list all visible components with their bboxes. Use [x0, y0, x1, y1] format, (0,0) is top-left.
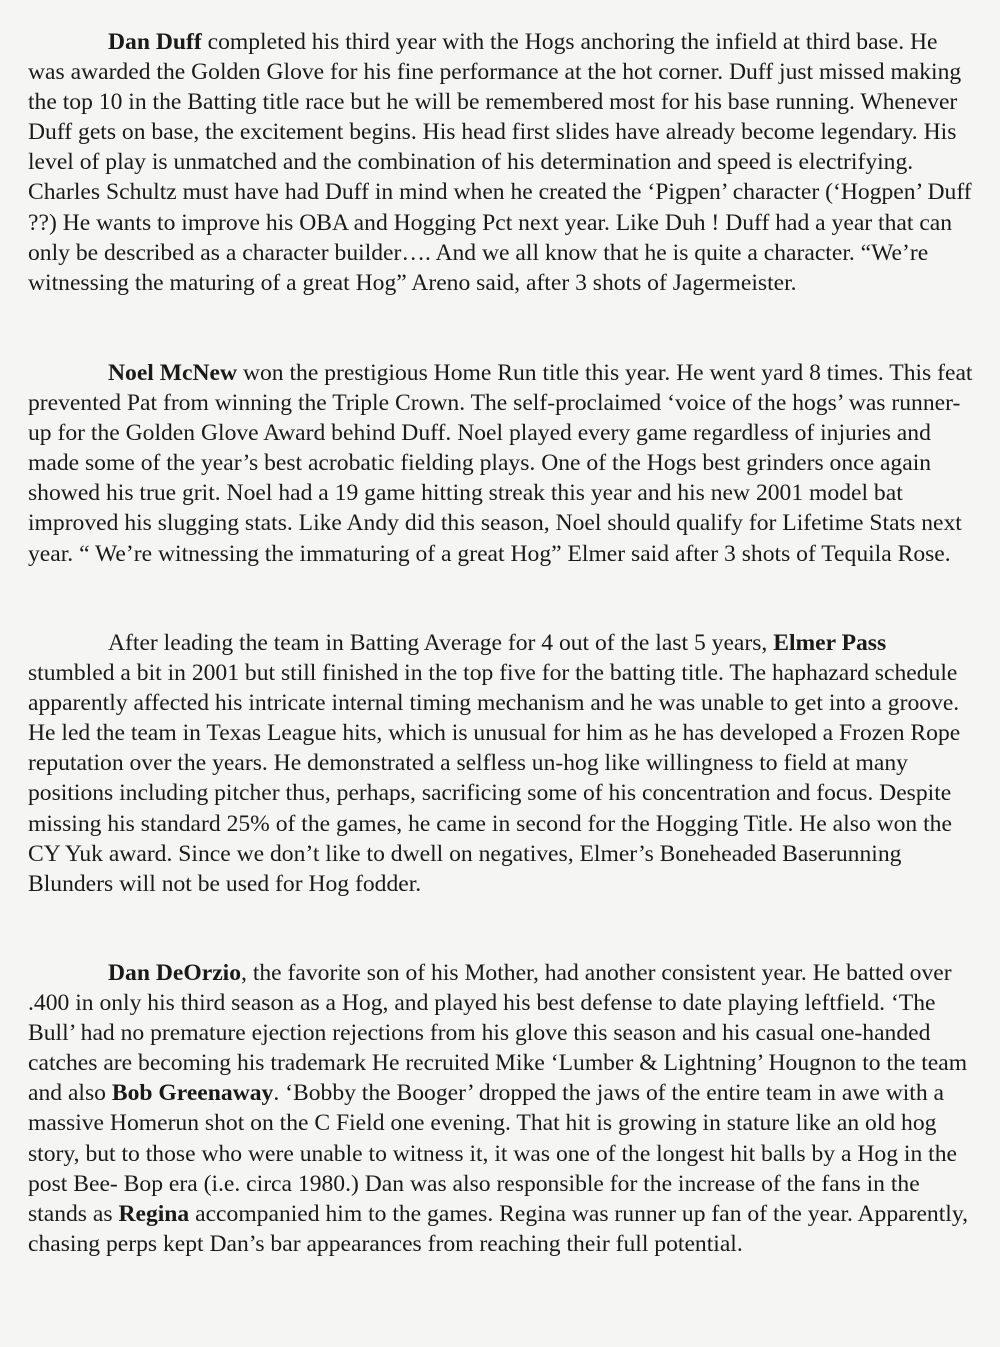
paragraph-dan-deorzio [28, 958, 978, 1259]
player-name: Bob Greenaway [111, 1080, 274, 1107]
paragraph-noel-mcnew [28, 358, 978, 569]
player-name: Dan DeOrzio [108, 960, 242, 986]
paragraph-text: stumbled a bit in 2001 but still finished in the top five for the batting title. The haphazard schedule apparently affected his intricate internal timing mechanism and he was unable to get into a groove. He led the team in Texas League hits, which is unusual for him as he has developed a Frozen Rope reputation over the years. He demonstrated a selfless un-hog like willingness to field at many positions including pitcher thus, perhaps, sacrificing some of his concentration and focus. Despite missing his standard 25% of the games, he came in second for the Hogging Title. He also won the CY Yuk award. Since we don’t like to dwell on negatives, Elmer’s Boneheaded Baserunning Blunders will not be used for Hog fodder. [28, 660, 961, 897]
player-name: Elmer Pass [773, 630, 887, 656]
paragraph-text: accompanied him to the games. Regina was runner up fan of the year. Apparently, chasing perps kept Dan’s bar appearances from reaching their full potential. [28, 1200, 968, 1257]
paragraph-text: After leading the team in Batting Average for 4 out of the last 5 years, [108, 630, 774, 656]
paragraph-elmer-pass [28, 628, 978, 899]
fan-name: Regina [118, 1200, 190, 1227]
player-name: Dan Duff [108, 29, 202, 55]
paragraph-dan-duff [28, 27, 978, 298]
player-name: Noel McNew [108, 360, 238, 386]
paragraph-text: won the prestigious Home Run title this year. He went yard 8 times. This feat prevented Pat from winning the Triple Crown. The self-proclaimed ‘voice of the hogs’ was runner-up for the Golden Glove Award behind Duff. Noel played every game regardless of injuries and made some of the year’s best acrobatic fielding plays. One of the Hogs best grinders once again showed his true grit. Noel had a 19 game hitting streak this year and his new 2001 model bat improved his slugging stats. Like Andy did this season, Noel should qualify for Lifetime Stats next year. “ We’re witnessing the immaturing of a great Hog” Elmer said after 3 shots of Tequila Rose. [28, 360, 973, 567]
paragraph-text: . ‘Bobby the Booger’ dropped the jaws of the entire team in awe with a massive Homerun shot on the C Field one evening. That hit is growing in stature like an old hog story, but to those who were unable to witness it, it was one of the longest hit balls by a Hog in the post Bee- Bop era (i.e. circa 1980.) Dan was also responsible for the increase of the fans in the stands as [28, 1080, 957, 1227]
paragraph-text: completed his third year with the Hogs anchoring the infield at third base. He was awarded the Golden Glove for his fine performance at the hot corner. Duff just missed making the top 10 in the Batting title race but he will be remembered most for his base running. Whenever Duff gets on base, the excitement begins. His head first slides have already become legendary. His level of play is unmatched and the combination of his determination and speed is electrifying. Charles Schultz must have had Duff in mind when he created the ‘Pigpen’ character (‘Hogpen’ Duff ??) He wants to improve his OBA and Hogging Pct next year. Like Duh ! Duff had a year that can only be described as a character builder…. And we all know that he is quite a character. “We’re witnessing the maturing of a great Hog” Areno said, after 3 shots of Jagermeister. [28, 29, 972, 296]
paragraph-text: , the favorite son of his Mother, had another consistent year. He batted over .400 in only his third season as a Hog, and played his best defense to date playing leftfield. ‘The Bull’ had no premature ejection rejections from his glove this season and his casual one-handed catches are becoming his trademark He recruited Mike ‘Lumber & Lightning’ Hougnon to the team and also [28, 960, 968, 1107]
